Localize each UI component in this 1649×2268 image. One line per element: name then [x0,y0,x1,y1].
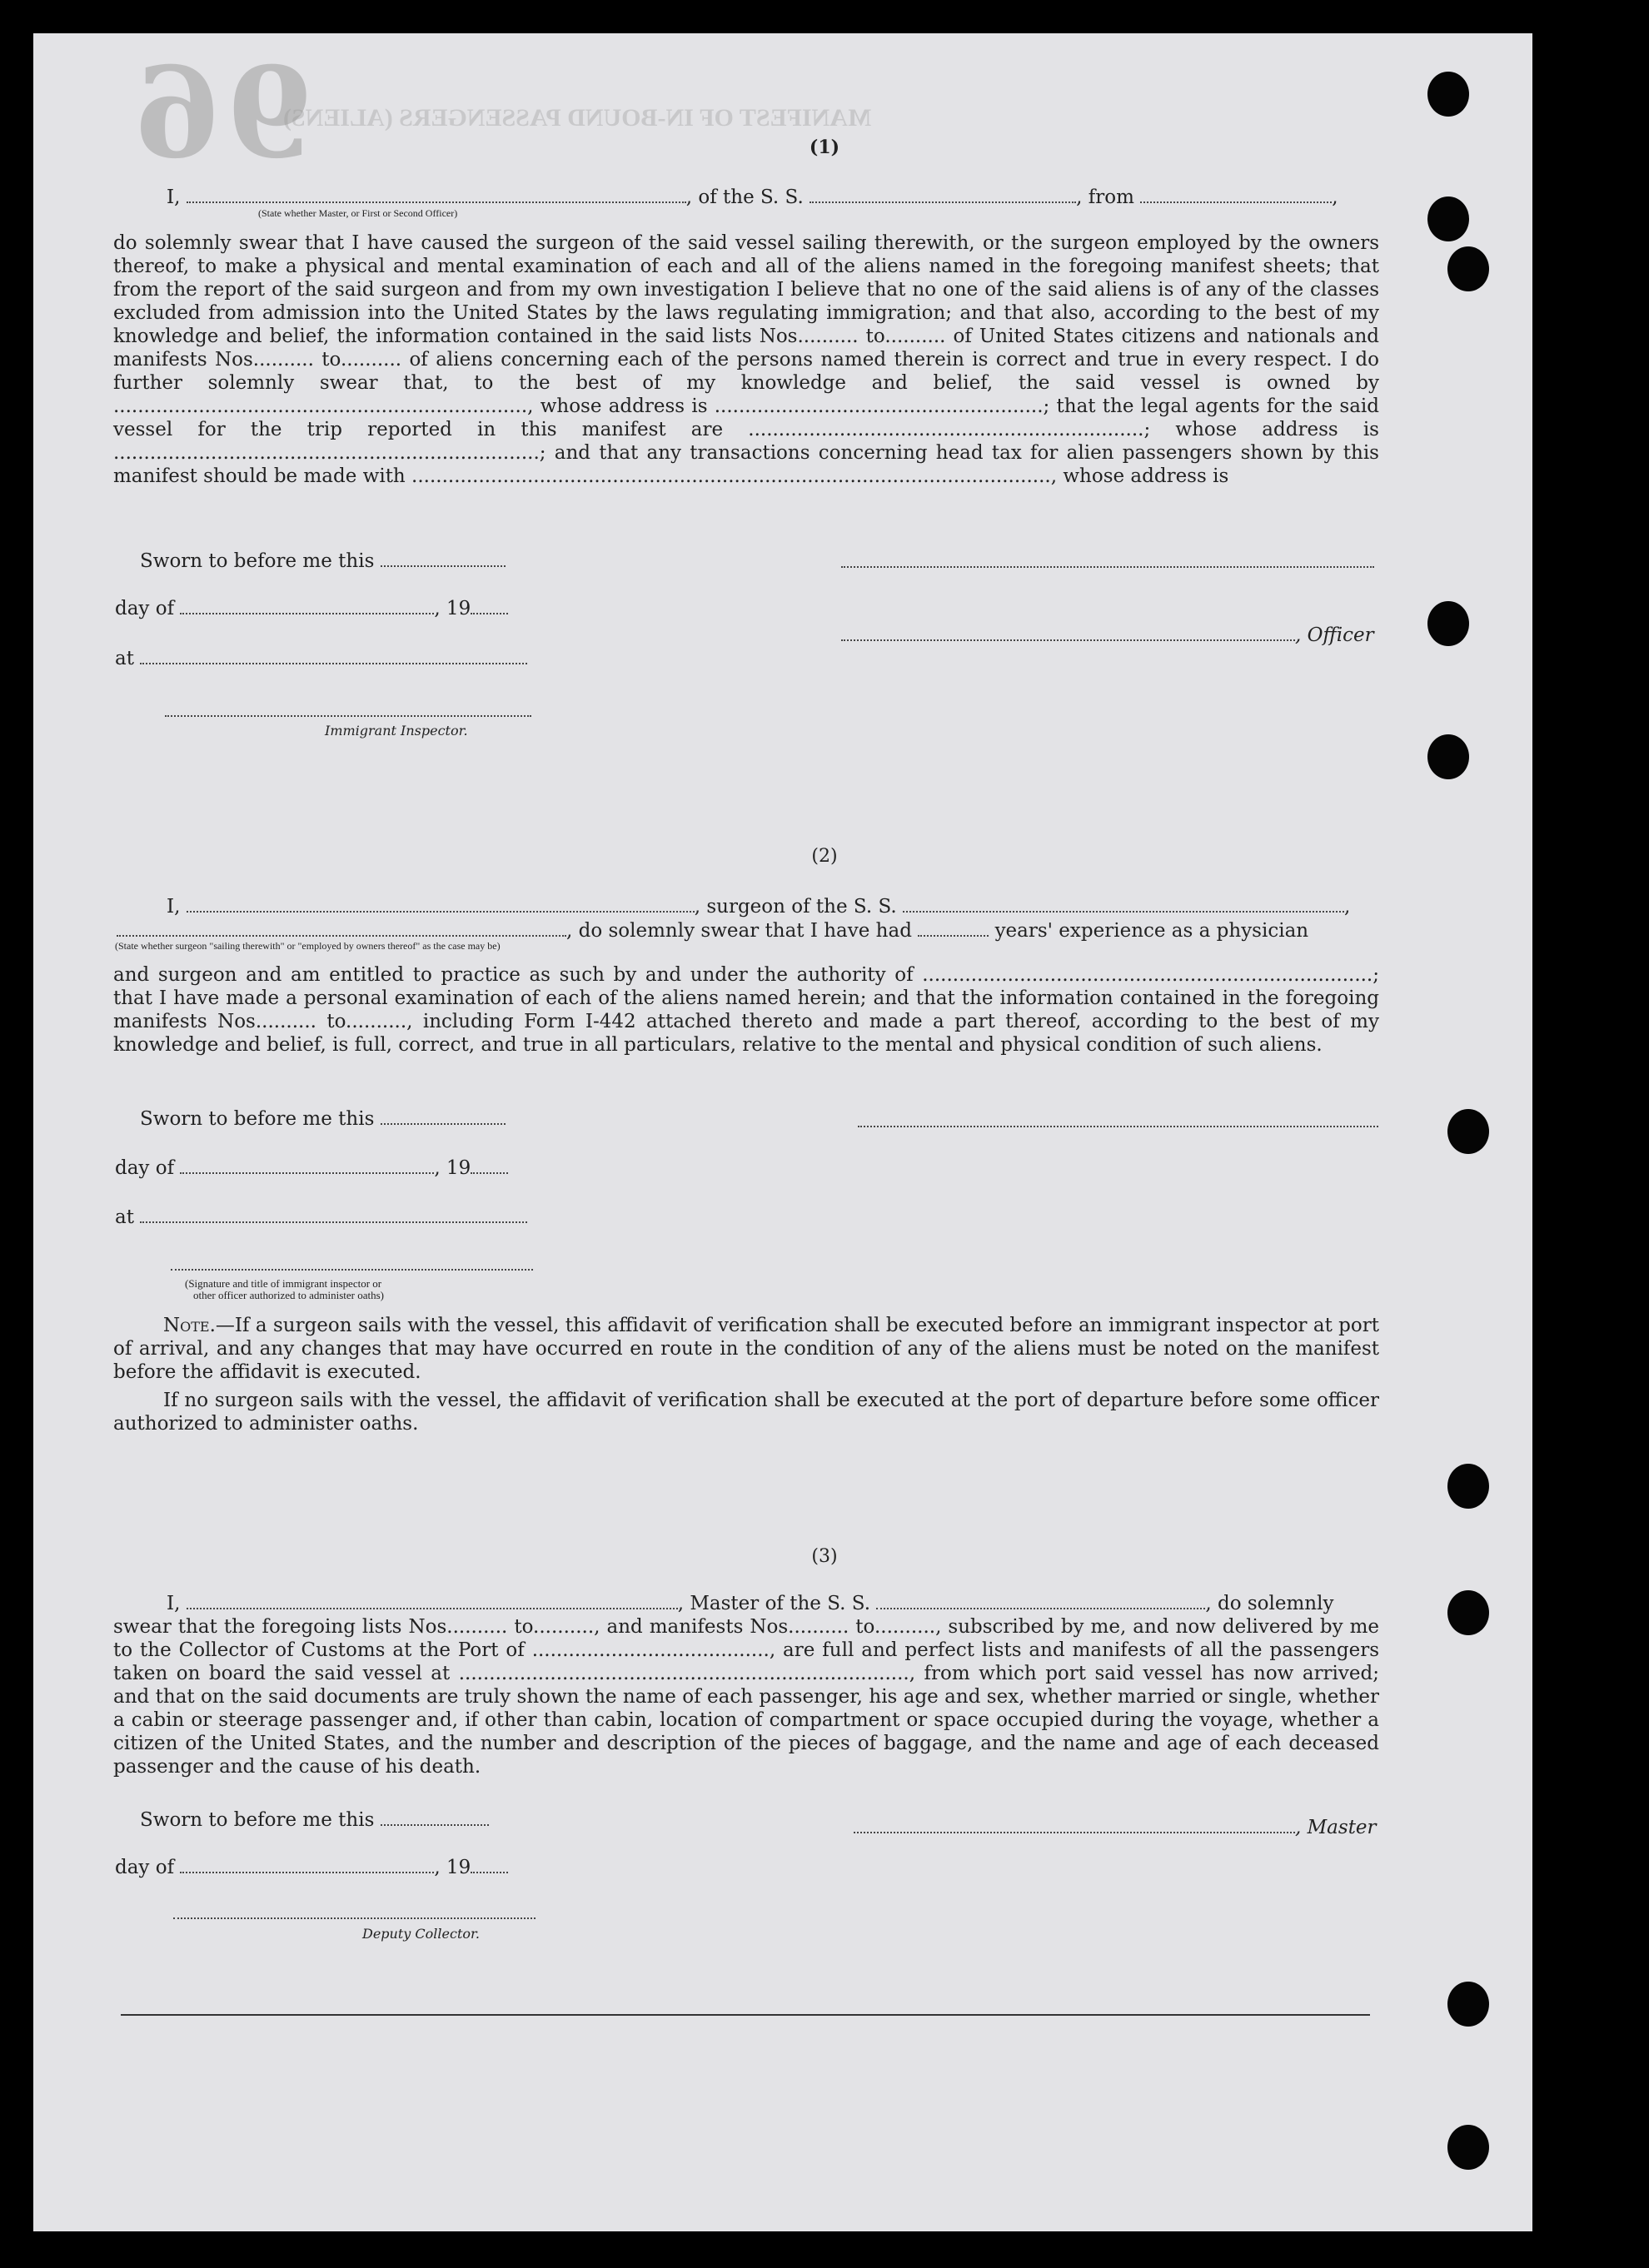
binder-hole [1447,246,1489,291]
s2-sigcap2: other officer authorized to administer oaths) [193,1289,384,1301]
s1-officer [841,624,1374,647]
s1-from-label: , from [1076,187,1134,208]
s1-year-blank [471,598,508,614]
s2-prefix: I, [167,896,181,918]
s3-deputy-label: Deputy Collector. [362,1926,480,1942]
binder-hole [1447,1109,1489,1154]
s2-name-blank [187,896,695,913]
s1-officer-label: , Officer [1295,624,1374,646]
s1-at [115,647,527,670]
s1-officer-blank [841,624,1295,641]
s1-at-label: at [115,648,134,669]
s1-sworn-blank [381,550,506,567]
s2-dayof [115,1156,508,1180]
s2-at-label: at [115,1206,134,1228]
s1-year-label: , 19 [434,598,471,619]
s1-dayof [115,597,508,620]
s3-dayof [115,1856,508,1879]
s2-note-label: Note. [163,1315,216,1336]
binder-hole [1447,2125,1489,2170]
s3-master-sign [854,1816,1377,1839]
s1-ship-label: , of the S. S. [685,187,804,208]
binder-hole [1427,601,1469,646]
s1-sworn [140,550,506,573]
s2-signature-line [858,1124,1378,1127]
s2-year-blank [471,1157,508,1174]
s1-body: do solemnly swear that I have caused the surgeon of the said vessel sailing therewith, or the surgeon employed by the owners thereof, to make a physical and mental examination of each and all of the aliens named in the foregoing manifest sheets; that from the report of the said surgeon and from my own investigation I believe that no one of the said aliens is of any of the classes excluded from admission into the United States by the laws regulating immigration; and that also, according to the best of my knowledge and belief, the information contained in the said lists Nos.......... to.......... of United States citizens and nationals and manifests Nos.......... to.......... of aliens concerning each of the persons named therein is correct and true in every respect. I do further solemnly swear that, to the best of my knowledge and belief, the said vessel is owned by ...................................................................., whose address is ......................................................; that the legal agents for the said vessel for the trip reported in this manifest are .................................................................; whose address is ......................................................................; and that any transactions concerning head tax for alien passengers shown by this manifest should be made with ........................................................................................................., whose address is [113,232,1379,487]
binder-hole [1427,196,1469,241]
s2-years-blank [918,920,989,937]
s3-deputy-signature-line [173,1916,536,1919]
s2-note [113,1314,1379,1384]
s2-sworn-blank [381,1108,506,1125]
s2-line1: I, , surgeon of the S. S. , [167,896,1351,918]
s2-sworn [140,1107,506,1131]
s2-day-blank [180,1157,434,1174]
s3-name-blank [187,1593,678,1609]
s1-day-blank [180,598,434,614]
s1-dayof-label: day of [115,598,175,619]
section-3-number: (3) [811,1546,838,1567]
s1-prefix: I, [167,187,181,208]
s1-inspector-label: Immigrant Inspector. [325,723,468,739]
s2-sigcap1: (Signature and title of immigrant inspector or [185,1277,382,1290]
s2-note-text: —If a surgeon sails with the vessel, this affidavit of verification shall be executed before an immigrant inspector at port of arrival, and any changes that may have occurred en route in the condition of any of the aliens must be noted on the manifest before the affidavit is executed. [113,1315,1379,1383]
s3-day-blank [180,1857,434,1873]
s3-line1 [167,1592,1333,1615]
s2-line2 [117,919,1308,943]
binder-hole [1427,734,1469,779]
bleed-through-number: 96 [129,40,313,187]
s3-master-blank [854,1817,1295,1833]
s1-note1: (State whether Master, or First or Second Officer) [258,207,458,219]
s1-line1: I, , of the S. S. , from , [167,187,1338,208]
section-1-number: (1) [809,137,840,158]
s2-surgeon-label: , surgeon of the S. S. [694,896,897,918]
s2-note2: (State whether surgeon "sailing therewith" or "employed by owners thereof" as the case may be) [115,940,501,952]
s2-sworn-label: Sworn to before me this [140,1108,375,1130]
s2-years-label: years' experience as a physician [994,920,1309,942]
s2-ship-blank [903,896,1344,913]
s3-master-label: , Master of the S. S. [677,1593,871,1614]
s2-surgeon-type-blank [117,920,566,937]
s1-name-blank [187,187,686,203]
s1-from-blank [1140,187,1332,203]
s2-at [115,1206,527,1229]
s3-solemnly-label: , do solemnly [1205,1593,1334,1614]
s2-inspector-signature-line [171,1267,533,1271]
s2-body: and surgeon and am entitled to practice as such by and under the authority of ..........................................................................; that I have made a personal examination of each of the aliens named herein; and that the information contained in the foregoing manifests Nos.......... to.........., including Form I-442 attached thereto and made a part thereof, according to the best of my knowledge and belief, is full, correct, and true in all particulars, relative to the mental and physical condition of such aliens. [113,964,1379,1056]
s2-dayof-label: day of [115,1157,175,1179]
section-2-number: (2) [811,846,838,867]
s3-prefix: I, [167,1593,181,1614]
s3-master-sign-label: , Master [1295,1817,1377,1838]
s3-sworn [140,1808,489,1832]
bottom-rule [121,2014,1370,2016]
s2-swear-label: , do solemnly swear that I have had [566,920,912,942]
s3-sworn-label: Sworn to before me this [140,1809,375,1831]
s1-inspector-signature-line [165,714,531,717]
bleed-through-title: MANIFEST OF IN-BOUND PASSENGERS (ALIENS) [283,104,872,132]
s2-note-2: If no surgeon sails with the vessel, the affidavit of verification shall be executed at the port of departure before some officer authorized to administer oaths. [113,1390,1379,1435]
s3-year-blank [471,1857,508,1873]
binder-hole [1447,1982,1489,2027]
s2-year-label: , 19 [434,1157,471,1179]
s3-year-label: , 19 [434,1857,471,1878]
s3-body: swear that the foregoing lists Nos.......... to.........., and manifests Nos.......... to.........., subscribed by me, and now delivered by me to the Collector of Customs at the Port of ......................................., are full and perfect lists and manifests of all the passengers taken on board the said vessel at .........................................................................., from which port said vessel has now arrived; and that on the said documents are truly shown the name of each passenger, his age and sex, whether married or single, whether a cabin or steerage passenger and, if other than cabin, location of compartment or space occupied during the voyage, whether a citizen of the United States, and the number and description of the pieces of baggage, and the name and age of each deceased passenger and the cause of his death. [113,1616,1379,1778]
s1-at-blank [140,648,527,664]
binder-hole [1427,72,1469,117]
binder-hole [1447,1464,1489,1509]
s1-sworn-label: Sworn to before me this [140,550,375,572]
s3-sworn-blank [381,1809,489,1826]
s1-officer-signature-line [841,565,1374,568]
binder-hole [1447,1590,1489,1635]
s3-dayof-label: day of [115,1857,175,1878]
s2-at-blank [140,1206,527,1223]
s1-ship-blank [810,187,1076,203]
s3-ship-blank [876,1593,1205,1609]
